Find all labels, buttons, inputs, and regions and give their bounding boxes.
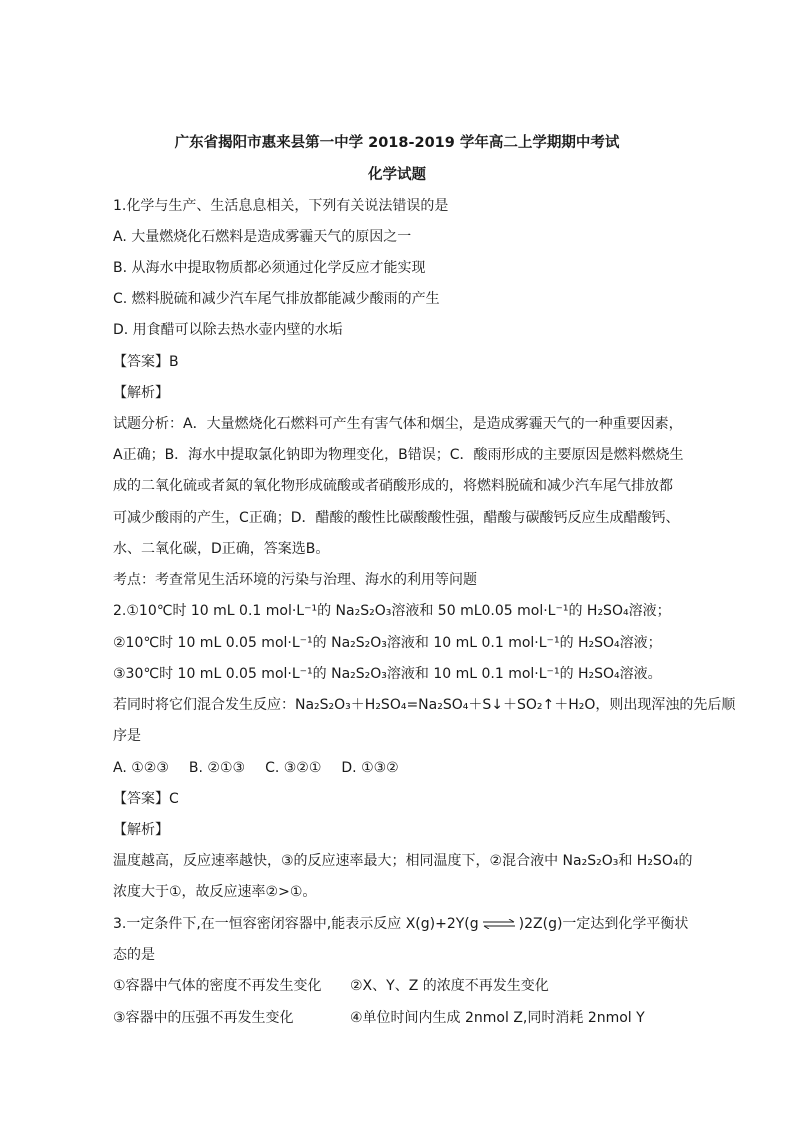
q2-line-2: ②10℃时 10 mL 0.05 mol·L⁻¹的 Na₂S₂O₃溶液和 10 mL 0.1 mol·L⁻¹的 H₂SO₄溶液； [113,635,662,651]
q2-analysis-label: 【解析】 [113,822,169,838]
q1-analysis-line-5: 水、二氧化碳，D正确，答案选B。 [113,541,330,557]
q1-option-d: D. 用食醋可以除去热水壶内壁的水垢 [113,322,343,338]
q1-analysis-line-3: 成的二氧化硫或者氮的氧化物形成硫酸或者硝酸形成的，将燃料脱硫和减少汽车尾气排放都 [113,478,673,494]
q3-option-1: ①容器中气体的密度不再发生变化 [113,978,322,994]
reversible-arrow-icon [482,919,516,929]
q2-option-a: A. ①②③ [113,760,169,776]
q3-stem-part-1: 3.一定条件下,在一恒容密闭容器中,能表示反应 X(g)+2Y(g [113,916,479,932]
q1-answer: 【答案】B [113,354,179,370]
q2-line-5: 序是 [113,728,141,744]
q3-stem [113,914,688,934]
q2-answer: 【答案】C [113,791,179,807]
q2-option-c: C. ③②① [265,760,322,776]
q3-stem-line-2: 态的是 [113,947,155,963]
q1-analysis-line-4: 可减少酸雨的产生，C正确；D．醋酸的酸性比碳酸酸性强，醋酸与碳酸钙反应生成醋酸钙、 [113,510,680,526]
page-title: 广东省揭阳市惠来县第一中学 2018-2019 学年高二上学期期中考试 [174,135,620,151]
q1-option-c: C. 燃料脱硫和减少汽车尾气排放都能减少酸雨的产生 [113,291,440,307]
q2-analysis-line-1: 温度越高，反应速率越快，③的反应速率最大；相同温度下，②混合液中 Na₂S₂O₃和 H₂SO₄的 [113,853,693,869]
q3-option-2: ②X、Y、Z 的浓度不再发生变化 [350,978,549,994]
q3-option-3: ③容器中的压强不再发生变化 [113,1010,294,1026]
page-subtitle: 化学试题 [368,167,426,183]
q1-analysis-line-2: A正确；B．海水中提取氯化钠即为物理变化，B错误；C．酸雨形成的主要原因是燃料燃烧生 [113,447,684,463]
q3-option-4: ④单位时间内生成 2nmol Z,同时消耗 2nmol Y [350,1010,645,1026]
q3-stem-part-2: )2Z(g)一定达到化学平衡状 [518,916,689,932]
q1-keypoint: 考点：考查常见生活环境的污染与治理、海水的利用等问题 [113,572,477,588]
q1-option-b: B. 从海水中提取物质都必须通过化学反应才能实现 [113,260,426,276]
q2-analysis-line-2: 浓度大于①，故反应速率②>①。 [113,884,317,900]
q1-analysis-label: 【解析】 [113,385,169,401]
q1-option-a: A. 大量燃烧化石燃料是造成雾霾天气的原因之一 [113,229,412,245]
q2-line-1: 2.①10℃时 10 mL 0.1 mol·L⁻¹的 Na₂S₂O₃溶液和 50 mL0.05 mol·L⁻¹的 H₂SO₄溶液； [113,603,671,619]
q2-options [113,758,399,778]
q2-option-d: D. ①③② [341,760,399,776]
q2-option-b: B. ②①③ [188,760,246,776]
q2-line-3: ③30℃时 10 mL 0.05 mol·L⁻¹的 Na₂S₂O₃溶液和 10 mL 0.1 mol·L⁻¹的 H₂SO₄溶液。 [113,666,662,682]
q1-stem: 1.化学与生产、生活息息相关，下列有关说法错误的是 [113,198,449,214]
q1-analysis-line-1: 试题分析：A．大量燃烧化石燃料可产生有害气体和烟尘，是造成雾霾天气的一种重要因素， [113,416,683,432]
q2-line-4: 若同时将它们混合发生反应：Na₂S₂O₃＋H₂SO₄=Na₂SO₄＋S↓＋SO₂↑＋H₂O，则出现浑浊的先后顺 [113,697,736,713]
